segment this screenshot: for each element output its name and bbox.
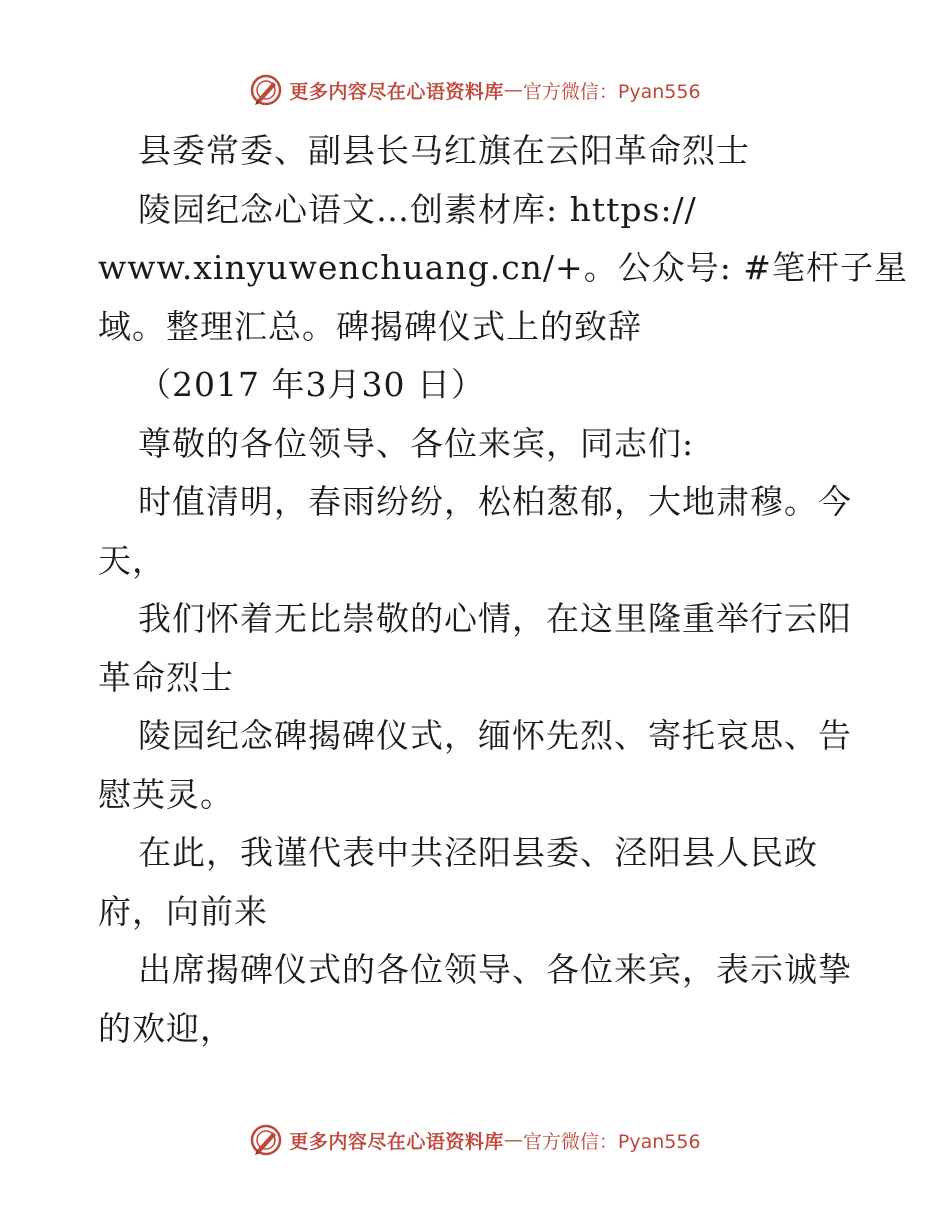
text-line: （2017 年3月30 日） xyxy=(138,365,485,404)
text-line: 慰英灵。 xyxy=(98,774,234,814)
text-line: 在此，我谨代表中共泾阳县委、泾阳县人民政 xyxy=(138,833,818,872)
text-line: 府，向前来 xyxy=(98,891,268,931)
text-line: www.xinyuwenchuang.cn/+。公众号: #笔杆子星 xyxy=(98,248,908,287)
pen-logo-icon xyxy=(249,73,283,107)
watermark-text: 更多内容尽在心语资料库 xyxy=(289,1130,504,1153)
text-line: 陵园纪念心语文…创素材库: https:// xyxy=(138,189,697,229)
text-line: 陵园纪念碑揭碑仪式，缅怀先烈、寄托哀思、告 xyxy=(138,716,852,755)
document-body xyxy=(98,122,908,1058)
text-line: 革命烈士 xyxy=(98,657,234,697)
text-line: 我们怀着无比崇敬的心情，在这里隆重举行云阳 xyxy=(138,599,852,638)
watermark-wechat: 官方微信：Pyan556 xyxy=(522,80,701,103)
text-line: 的欢迎， xyxy=(98,1008,234,1048)
pen-logo-icon xyxy=(249,1123,283,1157)
text-line: 域。整理汇总。碑揭碑仪式上的致辞 xyxy=(98,306,642,346)
watermark-wechat: 官方微信：Pyan556 xyxy=(522,1130,701,1153)
text-line: 出席揭碑仪式的各位领导、各位来宾，表示诚挚 xyxy=(138,950,852,989)
watermark-dash: — xyxy=(503,79,523,101)
text-line: 尊敬的各位领导、各位来宾，同志们: xyxy=(138,423,695,463)
text-line: 县委常委、副县长马红旗在云阳革命烈士 xyxy=(138,131,750,170)
text-line: 天， xyxy=(98,540,166,580)
footer-watermark xyxy=(0,1120,950,1160)
header-watermark xyxy=(0,70,950,110)
text-line: 时值清明，春雨纷纷，松柏葱郁，大地肃穆。今 xyxy=(138,482,852,521)
watermark-dash: — xyxy=(503,1129,523,1151)
watermark-text: 更多内容尽在心语资料库 xyxy=(289,80,504,103)
